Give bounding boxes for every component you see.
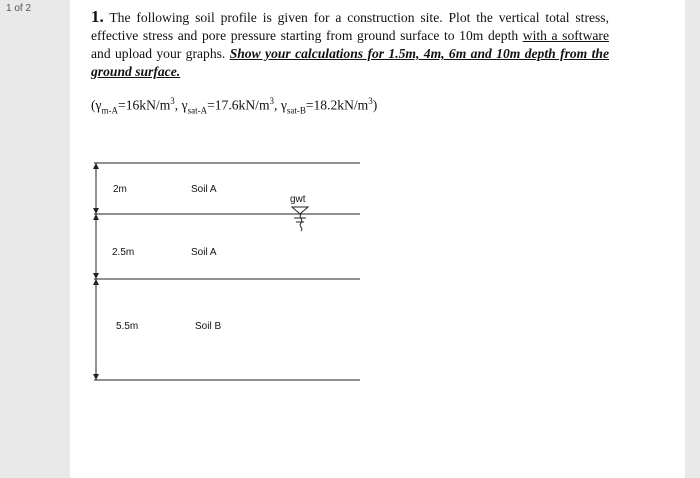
layer-2-soil: Soil A [191,247,217,258]
calculation-instruction: Show your calculations for 1.5m, 4m, 6m and 10m depth from the ground surface. [91,46,609,79]
water-table-icon [292,207,308,231]
layer-3-thickness: 5.5m [116,321,139,332]
gamma-sat-a-value: =17.6kN/m [207,97,270,113]
question-body-2: and upload your graphs. [91,46,230,61]
dimension-arrow-down [93,273,99,279]
dimension-arrow-down [93,208,99,214]
question-number: 1. [91,7,104,26]
unit-exponent: 3 [269,96,275,106]
soil-profile-diagram [70,0,685,478]
gamma-symbol: γ [181,97,188,113]
unit-exponent: 3 [170,96,175,106]
document-page [70,0,685,478]
gamma-sat-b-subscript: sat-B [286,105,306,116]
software-underlined-text: with a software [522,28,609,43]
unit-exponent: 3 [368,96,373,106]
gamma-sat-a-subscript: sat-A [187,105,208,116]
layer-1-soil: Soil A [191,184,217,195]
dimension-arrow-down [93,374,99,380]
gamma-symbol: γ [280,97,287,113]
layer-2-thickness: 2.5m [112,247,135,258]
params-open-paren: ( [91,97,96,113]
layer-3-soil: Soil B [195,321,222,332]
params-separator: , [174,97,182,113]
dimension-arrow-up [93,279,99,285]
layer-1-thickness: 2m [113,184,127,195]
gamma-symbol: γ [95,97,102,113]
gwt-label: gwt [290,194,306,205]
params-close-paren: ) [372,97,378,113]
gamma-m-a-subscript: m-A [101,105,119,116]
gamma-sat-b-value: =18.2kN/m [305,97,369,113]
dimension-arrow-up [93,214,99,220]
params-separator: , [274,97,281,113]
question-body-1: The following soil profile is given for a construction site. Plot the vertical total stress, effective stress and pore pressure starting from ground surface to 10m depth [91,10,609,43]
page-indicator: 1 of 2 [6,3,32,14]
gamma-m-a-value: =16kN/m [118,97,171,113]
dimension-arrow-up [93,163,99,169]
